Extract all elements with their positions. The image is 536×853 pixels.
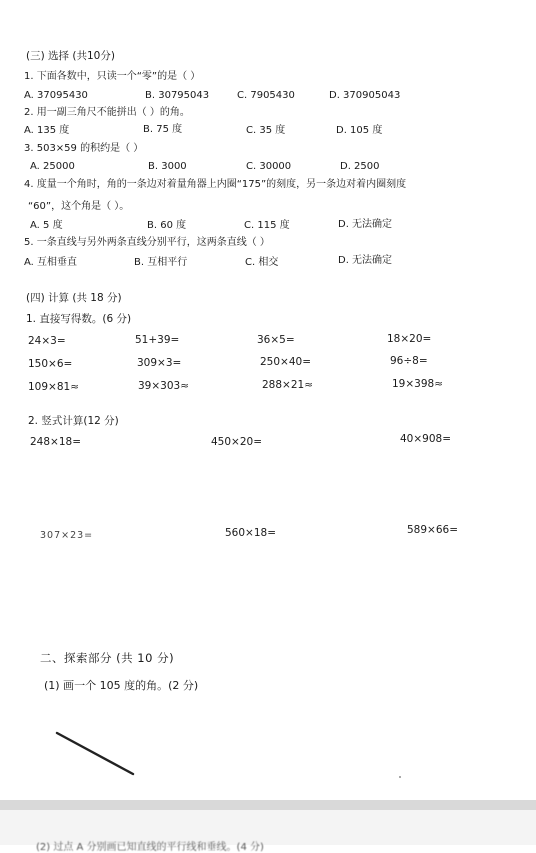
q4-option-c: C. 115 度 — [244, 220, 290, 231]
section-explore-title: 二、探索部分 (共 10 分) — [40, 651, 175, 665]
question-2-stem: 2. 用一副三角尺不能拼出（ ）的角。 — [24, 107, 190, 118]
draw-angle-question: (1) 画一个 105 度的角。(2 分) — [44, 679, 199, 692]
mental-calc-item: 96÷8= — [390, 355, 428, 367]
q5-option-c: C. 相交 — [245, 257, 279, 268]
q5-option-d: D. 无法确定 — [338, 255, 393, 266]
q2-option-a: A. 135 度 — [24, 125, 70, 136]
next-page-question-cut: (2) 过点 A 分别画已知直线的平行线和垂线。(4 分) — [36, 842, 264, 853]
vertical-calc-title: 2. 竖式计算(12 分) — [28, 415, 119, 427]
drawn-angle-ray — [50, 725, 145, 780]
scan-speck — [399, 776, 401, 778]
q5-option-a: A. 互相垂直 — [24, 257, 78, 268]
vertical-calc-item: 589×66= — [407, 524, 458, 536]
mental-calc-item: 18×20= — [387, 333, 432, 345]
q1-option-c: C. 7905430 — [237, 90, 295, 101]
q3-option-b: B. 3000 — [148, 161, 187, 172]
direct-calc-title: 1. 直接写得数。(6 分) — [26, 313, 132, 325]
question-1-stem: 1. 下面各数中，只读一个“零”的是（ ） — [24, 71, 201, 82]
q1-option-a: A. 37095430 — [24, 90, 88, 101]
question-4-stem-continued: “60”，这个角是（ ）。 — [28, 201, 130, 212]
estimate-calc-item: 288×21≈ — [262, 379, 313, 391]
mental-calc-item: 36×5= — [257, 334, 295, 346]
q4-option-d: D. 无法确定 — [338, 219, 393, 230]
page-separator — [0, 800, 536, 810]
estimate-calc-item: 109×81≈ — [28, 381, 79, 393]
q3-option-d: D. 2500 — [340, 161, 380, 172]
q3-option-a: A. 25000 — [30, 161, 75, 172]
mental-calc-item: 24×3= — [28, 335, 66, 347]
q5-option-b: B. 互相平行 — [134, 257, 188, 268]
q1-option-d: D. 370905043 — [329, 90, 401, 101]
q2-option-b: B. 75 度 — [143, 124, 183, 135]
question-4-stem: 4. 度量一个角时，角的一条边对着量角器上内圈“175”的刻度，另一条边对着内圈刻度 — [24, 179, 407, 190]
mental-calc-item: 250×40= — [260, 356, 311, 368]
section4-title: (四) 计算 (共 18 分) — [26, 292, 122, 304]
question-5-stem: 5. 一条直线与另外两条直线分别平行，这两条直线（ ） — [24, 237, 270, 248]
vertical-calc-item: 248×18= — [30, 436, 81, 448]
vertical-calc-item: 40×908= — [400, 433, 451, 445]
section3-title: (三) 选择 (共10分) — [26, 50, 115, 62]
q4-option-a: A. 5 度 — [30, 220, 63, 231]
estimate-calc-item: 19×398≈ — [392, 378, 443, 390]
vertical-calc-item: 450×20= — [211, 436, 262, 448]
estimate-calc-item: 39×303≈ — [138, 380, 189, 392]
mental-calc-item: 309×3= — [137, 357, 182, 369]
q3-option-c: C. 30000 — [246, 161, 292, 172]
vertical-calc-item: 560×18= — [225, 527, 276, 539]
question-3-stem: 3. 503×59 的积约是（ ） — [24, 143, 144, 154]
q1-option-b: B. 30795043 — [145, 90, 210, 101]
q2-option-c: C. 35 度 — [246, 125, 286, 136]
q2-option-d: D. 105 度 — [336, 125, 383, 136]
vertical-calc-item: 307×23= — [40, 530, 94, 541]
mental-calc-item: 51+39= — [135, 334, 180, 346]
next-page-preview — [0, 810, 536, 853]
mental-calc-item: 150×6= — [28, 358, 73, 370]
q4-option-b: B. 60 度 — [147, 220, 187, 231]
